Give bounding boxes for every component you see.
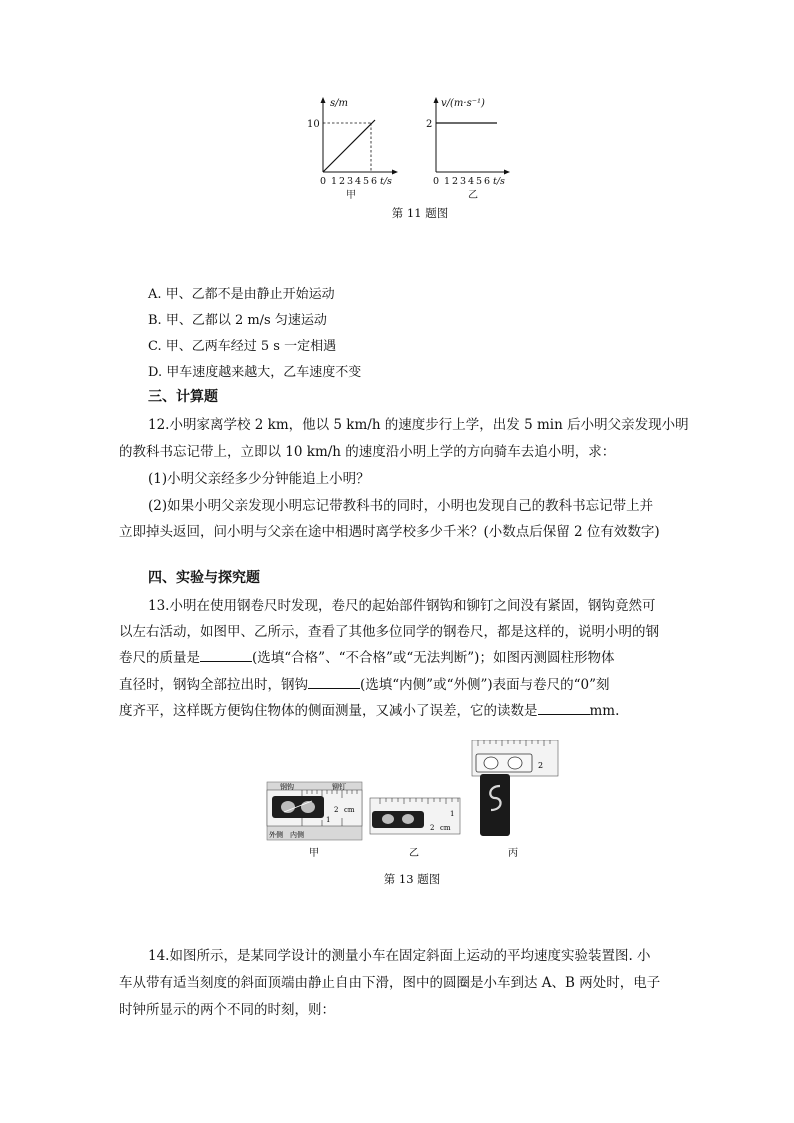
q13-line-5-text-a: 度齐平，这样既方便钩住物体的侧面测量，又减小了误差，它的读数是 bbox=[119, 703, 538, 719]
photo-jia bbox=[267, 782, 362, 840]
q11-option-d: D. 甲车速度越来越大，乙车速度不变 bbox=[148, 365, 362, 380]
fig13-label-yi: 乙 bbox=[409, 848, 419, 859]
q13-line-5 bbox=[119, 699, 619, 719]
yi-sub-label: 乙 bbox=[468, 190, 478, 201]
yi-x-tick: 6 bbox=[484, 176, 491, 187]
q12-line-2: 的教科书忘记带上，立即以 10 km/h 的速度沿小明上学的方向骑车去追小明，求： bbox=[119, 444, 616, 460]
yi-y-label: v/(m·s⁻¹) bbox=[441, 98, 485, 109]
figure-13-caption: 第 13 题图 bbox=[383, 872, 441, 886]
answer-blank-2[interactable] bbox=[308, 676, 360, 689]
q13-line-4 bbox=[119, 673, 610, 693]
q14-line-2: 车从带有适当刻度的斜面顶端由静止自由下滑，图中的圆圈是小车到达 A、B 两处时，电子 bbox=[119, 975, 661, 991]
yi-x-label: t/s bbox=[493, 176, 505, 187]
q12-sub-2-line-2: 立即掉头返回，问小明与父亲在途中相遇时离学校多少千米？(小数点后保留 2 位有效数字) bbox=[119, 524, 660, 540]
label-outer: 外侧 bbox=[269, 831, 283, 839]
jia-x-tick: 4 bbox=[355, 176, 362, 187]
yi-x-tick: 0 bbox=[433, 176, 440, 187]
jia-x-tick: 6 bbox=[371, 176, 378, 187]
q13-line-3-text-b: (选填“合格”、“不合格”或“无法判断”)；如图丙测圆柱形物体 bbox=[252, 650, 615, 666]
section-4-heading: 四、实验与探究题 bbox=[148, 570, 260, 586]
yi-x-tick: 2 bbox=[452, 176, 459, 187]
photo-bing bbox=[472, 740, 558, 836]
yi-x-tick: 1 bbox=[444, 176, 451, 187]
yi-tick-1: 1 bbox=[450, 810, 455, 818]
label-hook: 钢钩 bbox=[280, 783, 294, 791]
figure-11-caption: 第 11 题图 bbox=[391, 206, 449, 220]
q11-option-b: B. 甲、乙都以 2 m/s 匀速运动 bbox=[148, 313, 327, 328]
q13-line-5-text-b: mm. bbox=[589, 703, 620, 719]
q12-line-1: 12.小明家离学校 2 km，他以 5 km/h 的速度步行上学，出发 5 min 后小明父亲发现小明 bbox=[148, 417, 689, 433]
figure-11-graphs bbox=[300, 92, 540, 222]
yi-x-tick: 3 bbox=[460, 176, 467, 187]
q12-sub-2-line-1: (2)如果小明父亲发现小明忘记带教科书的同时，小明也发现自己的教科书忘记带上并 bbox=[148, 498, 654, 514]
q11-option-a: A. 甲、乙都不是由静止开始运动 bbox=[148, 287, 335, 302]
yi-y-tick: 2 bbox=[426, 119, 433, 130]
jia-x-tick: 0 bbox=[320, 176, 327, 187]
q14-line-1: 14.如图所示，是某同学设计的测量小车在固定斜面上运动的平均速度实验装置图. 小 bbox=[148, 948, 651, 964]
answer-blank-1[interactable] bbox=[200, 649, 252, 662]
yi-x-tick: 5 bbox=[476, 176, 483, 187]
q12-sub-1: (1)小明父亲经多少分钟能追上小明？ bbox=[148, 471, 370, 487]
section-3-heading: 三、计算题 bbox=[148, 389, 218, 405]
jia-st-line bbox=[323, 120, 375, 172]
figure-13 bbox=[262, 740, 562, 865]
label-rivet: 铆钉 bbox=[332, 783, 346, 791]
jia-x-tick: 3 bbox=[347, 176, 354, 187]
q14-line-3: 时钟所显示的两个不同的时刻，则： bbox=[119, 1002, 335, 1018]
yi-tick-2: 2 bbox=[430, 824, 435, 832]
jia-sub-label: 甲 bbox=[346, 190, 356, 201]
jia-unit: cm bbox=[344, 806, 355, 814]
label-inner: 内侧 bbox=[290, 831, 304, 839]
jia-tick-1: 1 bbox=[326, 816, 331, 824]
yi-x-tick: 4 bbox=[468, 176, 475, 187]
graph-jia bbox=[307, 97, 398, 201]
q13-line-4-text-b: (选填“内侧”或“外侧”)表面与卷尺的“0”刻 bbox=[360, 677, 610, 693]
graph-yi bbox=[426, 97, 510, 201]
jia-x-tick: 5 bbox=[363, 176, 370, 187]
q13-line-2: 以左右活动，如图甲、乙所示，查看了其他多位同学的钢卷尺，都是这样的，说明小明的钢 bbox=[119, 624, 659, 640]
answer-blank-3[interactable] bbox=[538, 702, 590, 715]
jia-y-tick: 10 bbox=[307, 119, 320, 130]
jia-tick-2: 2 bbox=[334, 806, 339, 814]
jia-y-label: s/m bbox=[330, 98, 348, 109]
q13-line-1: 13.小明在使用钢卷尺时发现，卷尺的起始部件钢钩和铆钉之间没有紧固，钢钩竟然可 bbox=[148, 598, 656, 614]
photo-yi bbox=[370, 798, 460, 834]
q13-line-4-text-a: 直径时，钢钩全部拉出时，钢钩 bbox=[119, 677, 308, 693]
fig13-label-bing: 丙 bbox=[508, 848, 518, 859]
jia-x-tick: 1 bbox=[331, 176, 338, 187]
jia-x-tick: 2 bbox=[339, 176, 346, 187]
jia-x-label: t/s bbox=[380, 176, 392, 187]
q13-line-3-text-a: 卷尺的质量是 bbox=[119, 650, 200, 666]
fig13-label-jia: 甲 bbox=[309, 848, 319, 859]
figure-13-photos bbox=[262, 740, 562, 865]
bing-tick-2: 2 bbox=[538, 761, 544, 770]
q11-option-c: C. 甲、乙两车经过 5 s 一定相遇 bbox=[148, 339, 337, 354]
q13-line-3 bbox=[119, 646, 614, 666]
figure-11 bbox=[300, 92, 540, 222]
yi-unit: cm bbox=[440, 824, 451, 832]
